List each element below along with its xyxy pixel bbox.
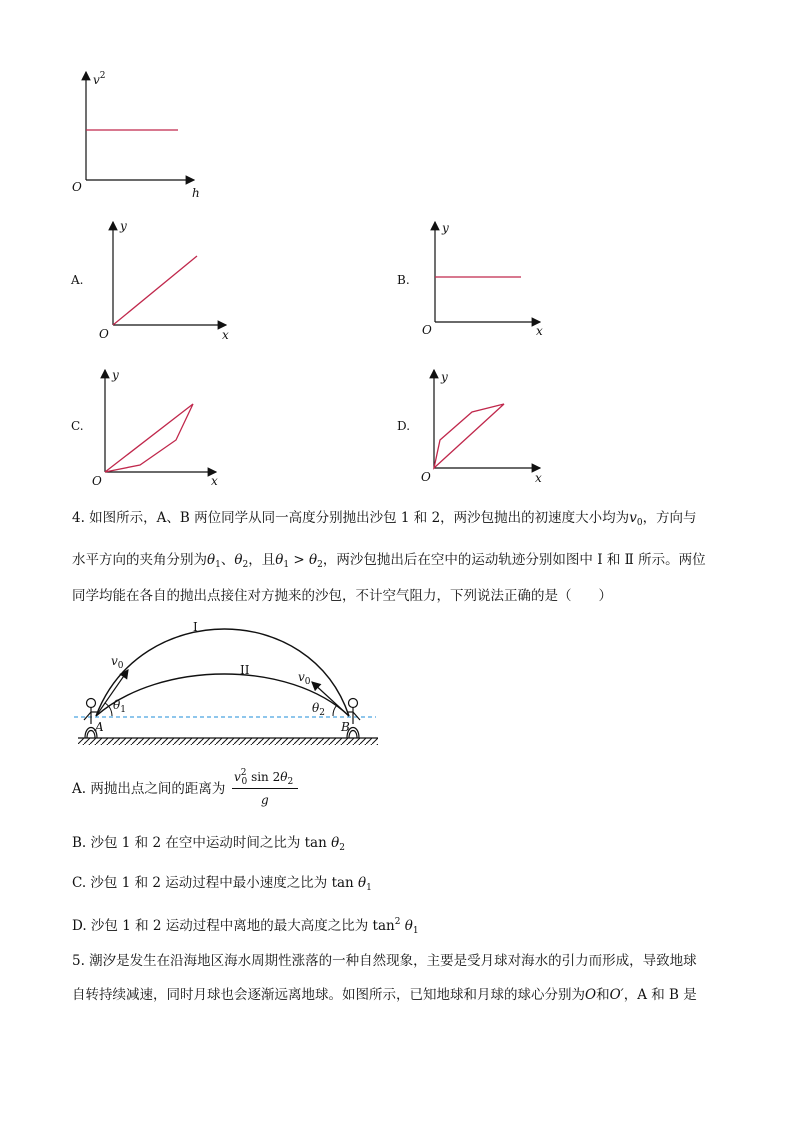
top-y-label: $v^2$ bbox=[93, 71, 106, 87]
label-A: A bbox=[95, 720, 104, 734]
graph-b-y-label: y bbox=[442, 221, 449, 235]
graph-b bbox=[435, 222, 540, 322]
option-b-letter: B. bbox=[397, 273, 410, 287]
theta2-arc bbox=[333, 705, 337, 716]
graph-d-origin: O bbox=[421, 470, 431, 484]
graph-a bbox=[113, 219, 226, 325]
graph-b-origin: O bbox=[422, 323, 432, 337]
label-B: B bbox=[341, 720, 350, 734]
graph-d bbox=[434, 370, 540, 468]
fraction-bar bbox=[232, 788, 298, 789]
graph-c bbox=[105, 370, 216, 472]
label-v0-right: $v_0$ bbox=[298, 670, 311, 687]
q4-line-3: 同学均能在各自的抛出点接住对方抛来的沙包，不计空气阻力，下列说法正确的是（ ） bbox=[72, 588, 612, 604]
q4-option-c: C. 沙包 1 和 2 运动过程中最小速度之比为 $\tan \theta_1$ bbox=[72, 875, 372, 893]
graph-d-y-label: y bbox=[441, 370, 448, 384]
top-graph bbox=[86, 72, 194, 180]
q4-figure bbox=[74, 629, 378, 745]
label-trajectory-I: I bbox=[193, 620, 198, 634]
q4-option-a: A. 两抛出点之间的距离为 bbox=[72, 781, 226, 797]
label-theta1: $\theta_1$ bbox=[113, 698, 126, 715]
option-c-letter: C. bbox=[71, 419, 84, 433]
top-origin: O bbox=[72, 180, 82, 194]
graph-d-curve bbox=[434, 404, 504, 468]
graph-a-x-label: x bbox=[222, 328, 229, 342]
q5-line-2: 自转持续减速，同时月球也会逐渐远离地球。如图所示，已知地球和月球的球心分别为O和O′，A 和 B 是 bbox=[72, 987, 697, 1003]
option-d-letter: D. bbox=[397, 419, 411, 433]
graph-c-x-label: x bbox=[211, 474, 218, 488]
graph-a-y-label: y bbox=[120, 219, 127, 233]
label-theta2: $\theta_2$ bbox=[312, 701, 325, 718]
q4-option-d: D. 沙包 1 和 2 运动过程中离地的最大高度之比为 $\tan^2 \theta_1$ bbox=[72, 917, 419, 936]
graph-c-curve bbox=[105, 404, 193, 472]
option-a-letter: A. bbox=[71, 273, 84, 287]
q4-line-1: 4. 如图所示，A、B 两位同学从同一高度分别抛出沙包 1 和 2，两沙包抛出的初速度大小均为$v_0$，方向与 bbox=[72, 510, 697, 528]
q5-line-1: 5. 潮汐是发生在沿海地区海水周期性涨落的一种自然现象，主要是受月球对海水的引力而形成，导致地球 bbox=[72, 953, 697, 969]
top-x-label: h bbox=[192, 186, 200, 200]
q4-option-b: B. 沙包 1 和 2 在空中运动时间之比为 $\tan \theta_2$ bbox=[72, 835, 345, 853]
graph-b-x-label: x bbox=[536, 324, 543, 338]
q4-option-a-fraction bbox=[232, 768, 304, 812]
q4-line-2: 水平方向的夹角分别为$\theta_1$、$\theta_2$，且$\theta_1 > \theta_2$，两沙包抛出后在空中的运动轨迹分别如图中 Ⅰ 和 Ⅱ 所示。两位 bbox=[72, 552, 706, 570]
fraction-denominator: g bbox=[261, 793, 269, 807]
graph-d-x-label: x bbox=[535, 471, 542, 485]
ground-hatch bbox=[78, 738, 378, 745]
graph-c-y-label: y bbox=[112, 368, 119, 382]
fraction-numerator: $v^2_0$ $\sin 2\theta_2$ bbox=[234, 768, 294, 787]
graph-c-origin: O bbox=[92, 474, 102, 488]
graph-a-curve bbox=[113, 256, 197, 325]
label-trajectory-II: II bbox=[240, 663, 250, 677]
graph-a-origin: O bbox=[99, 327, 109, 341]
label-v0-left: $v_0$ bbox=[111, 654, 124, 671]
